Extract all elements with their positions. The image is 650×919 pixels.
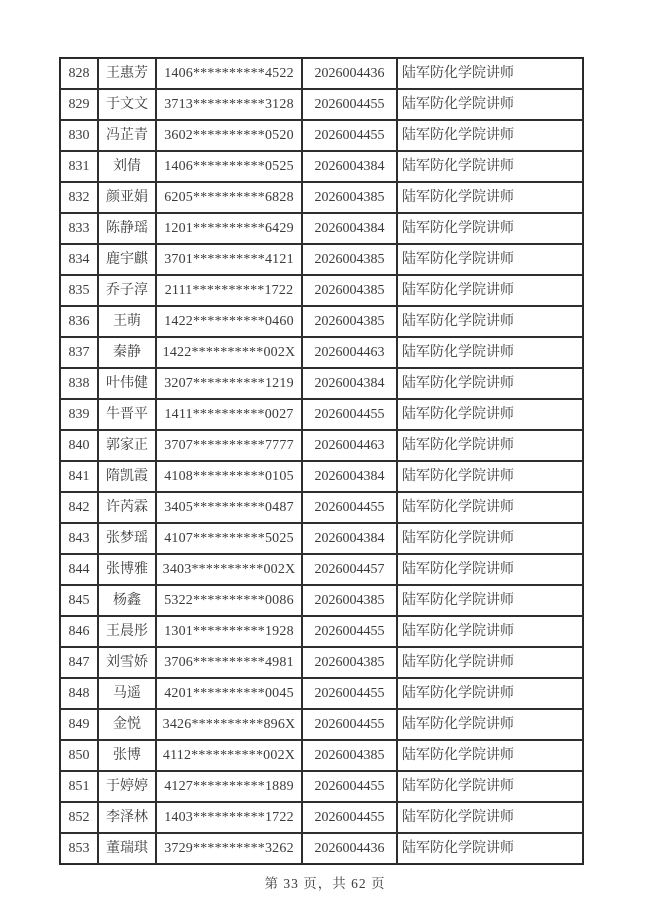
name-cell: 秦静 — [98, 337, 156, 368]
personnel-table — [59, 57, 584, 865]
table-row — [60, 833, 583, 864]
row-number-cell: 836 — [60, 306, 98, 337]
table-row — [60, 58, 583, 89]
code-cell: 2026004385 — [302, 740, 397, 771]
name-cell: 隋凯霞 — [98, 461, 156, 492]
name-cell: 王晨彤 — [98, 616, 156, 647]
position-cell: 陆军防化学院讲师 — [397, 120, 583, 151]
row-number-cell: 838 — [60, 368, 98, 399]
position-cell: 陆军防化学院讲师 — [397, 585, 583, 616]
row-number-cell: 837 — [60, 337, 98, 368]
masked-id-cell: 3713**********3128 — [156, 89, 302, 120]
code-cell: 2026004436 — [302, 833, 397, 864]
row-number-cell: 845 — [60, 585, 98, 616]
masked-id-cell: 3729**********3262 — [156, 833, 302, 864]
masked-id-cell: 4201**********0045 — [156, 678, 302, 709]
table-row — [60, 585, 583, 616]
table-row — [60, 213, 583, 244]
position-cell: 陆军防化学院讲师 — [397, 461, 583, 492]
row-number-cell: 853 — [60, 833, 98, 864]
code-cell: 2026004455 — [302, 399, 397, 430]
table-row — [60, 492, 583, 523]
code-cell: 2026004455 — [302, 120, 397, 151]
row-number-cell: 849 — [60, 709, 98, 740]
row-number-cell: 835 — [60, 275, 98, 306]
position-cell: 陆军防化学院讲师 — [397, 182, 583, 213]
row-number-cell: 848 — [60, 678, 98, 709]
row-number-cell: 834 — [60, 244, 98, 275]
masked-id-cell: 3426**********896X — [156, 709, 302, 740]
row-number-cell: 847 — [60, 647, 98, 678]
name-cell: 许芮霖 — [98, 492, 156, 523]
name-cell: 乔子淳 — [98, 275, 156, 306]
masked-id-cell: 3207**********1219 — [156, 368, 302, 399]
name-cell: 杨鑫 — [98, 585, 156, 616]
row-number-cell: 840 — [60, 430, 98, 461]
position-cell: 陆军防化学院讲师 — [397, 554, 583, 585]
masked-id-cell: 5322**********0086 — [156, 585, 302, 616]
table-body — [60, 58, 583, 864]
position-cell: 陆军防化学院讲师 — [397, 430, 583, 461]
row-number-cell: 846 — [60, 616, 98, 647]
position-cell: 陆军防化学院讲师 — [397, 802, 583, 833]
table-row — [60, 740, 583, 771]
table-row — [60, 120, 583, 151]
row-number-cell: 830 — [60, 120, 98, 151]
position-cell: 陆军防化学院讲师 — [397, 89, 583, 120]
masked-id-cell: 1301**********1928 — [156, 616, 302, 647]
code-cell: 2026004385 — [302, 275, 397, 306]
name-cell: 张梦瑶 — [98, 523, 156, 554]
row-number-cell: 839 — [60, 399, 98, 430]
table-row — [60, 709, 583, 740]
masked-id-cell: 1201**********6429 — [156, 213, 302, 244]
code-cell: 2026004455 — [302, 492, 397, 523]
name-cell: 冯芷青 — [98, 120, 156, 151]
table-row — [60, 771, 583, 802]
masked-id-cell: 1411**********0027 — [156, 399, 302, 430]
table-row — [60, 678, 583, 709]
code-cell: 2026004463 — [302, 337, 397, 368]
masked-id-cell: 3701**********4121 — [156, 244, 302, 275]
code-cell: 2026004455 — [302, 89, 397, 120]
position-cell: 陆军防化学院讲师 — [397, 275, 583, 306]
table-row — [60, 430, 583, 461]
row-number-cell: 852 — [60, 802, 98, 833]
position-cell: 陆军防化学院讲师 — [397, 492, 583, 523]
masked-id-cell: 4112**********002X — [156, 740, 302, 771]
table-row — [60, 461, 583, 492]
position-cell: 陆军防化学院讲师 — [397, 678, 583, 709]
table-row — [60, 306, 583, 337]
row-number-cell: 833 — [60, 213, 98, 244]
code-cell: 2026004457 — [302, 554, 397, 585]
masked-id-cell: 6205**********6828 — [156, 182, 302, 213]
code-cell: 2026004455 — [302, 678, 397, 709]
row-number-cell: 842 — [60, 492, 98, 523]
row-number-cell: 850 — [60, 740, 98, 771]
position-cell: 陆军防化学院讲师 — [397, 337, 583, 368]
table-row — [60, 182, 583, 213]
position-cell: 陆军防化学院讲师 — [397, 151, 583, 182]
row-number-cell: 832 — [60, 182, 98, 213]
code-cell: 2026004384 — [302, 151, 397, 182]
position-cell: 陆军防化学院讲师 — [397, 368, 583, 399]
code-cell: 2026004436 — [302, 58, 397, 89]
table-row — [60, 89, 583, 120]
row-number-cell: 828 — [60, 58, 98, 89]
masked-id-cell: 3707**********7777 — [156, 430, 302, 461]
position-cell: 陆军防化学院讲师 — [397, 616, 583, 647]
table-row — [60, 554, 583, 585]
position-cell: 陆军防化学院讲师 — [397, 771, 583, 802]
table-row — [60, 368, 583, 399]
masked-id-cell: 1422**********0460 — [156, 306, 302, 337]
code-cell: 2026004455 — [302, 709, 397, 740]
code-cell: 2026004384 — [302, 523, 397, 554]
name-cell: 刘倩 — [98, 151, 156, 182]
code-cell: 2026004455 — [302, 771, 397, 802]
name-cell: 金悦 — [98, 709, 156, 740]
name-cell: 刘雪娇 — [98, 647, 156, 678]
row-number-cell: 829 — [60, 89, 98, 120]
masked-id-cell: 3602**********0520 — [156, 120, 302, 151]
table-row — [60, 802, 583, 833]
masked-id-cell: 3706**********4981 — [156, 647, 302, 678]
code-cell: 2026004385 — [302, 647, 397, 678]
code-cell: 2026004384 — [302, 461, 397, 492]
code-cell: 2026004385 — [302, 306, 397, 337]
table-row — [60, 616, 583, 647]
masked-id-cell: 3403**********002X — [156, 554, 302, 585]
name-cell: 王萌 — [98, 306, 156, 337]
row-number-cell: 844 — [60, 554, 98, 585]
position-cell: 陆军防化学院讲师 — [397, 399, 583, 430]
table-row — [60, 244, 583, 275]
name-cell: 鹿宇麒 — [98, 244, 156, 275]
table-row — [60, 647, 583, 678]
table-row — [60, 337, 583, 368]
masked-id-cell: 4127**********1889 — [156, 771, 302, 802]
code-cell: 2026004463 — [302, 430, 397, 461]
row-number-cell: 843 — [60, 523, 98, 554]
name-cell: 叶伟健 — [98, 368, 156, 399]
masked-id-cell: 1406**********4522 — [156, 58, 302, 89]
code-cell: 2026004384 — [302, 368, 397, 399]
position-cell: 陆军防化学院讲师 — [397, 523, 583, 554]
position-cell: 陆军防化学院讲师 — [397, 740, 583, 771]
masked-id-cell: 1406**********0525 — [156, 151, 302, 182]
masked-id-cell: 4107**********5025 — [156, 523, 302, 554]
code-cell: 2026004384 — [302, 213, 397, 244]
masked-id-cell: 3405**********0487 — [156, 492, 302, 523]
table-row — [60, 399, 583, 430]
code-cell: 2026004455 — [302, 616, 397, 647]
name-cell: 陈静瑶 — [98, 213, 156, 244]
masked-id-cell: 1422**********002X — [156, 337, 302, 368]
code-cell: 2026004385 — [302, 585, 397, 616]
name-cell: 王惠芳 — [98, 58, 156, 89]
position-cell: 陆军防化学院讲师 — [397, 58, 583, 89]
table-row — [60, 151, 583, 182]
name-cell: 牛晋平 — [98, 399, 156, 430]
name-cell: 于婷婷 — [98, 771, 156, 802]
code-cell: 2026004455 — [302, 802, 397, 833]
masked-id-cell: 1403**********1722 — [156, 802, 302, 833]
position-cell: 陆军防化学院讲师 — [397, 244, 583, 275]
name-cell: 于文文 — [98, 89, 156, 120]
name-cell: 董瑞琪 — [98, 833, 156, 864]
row-number-cell: 851 — [60, 771, 98, 802]
name-cell: 张博雅 — [98, 554, 156, 585]
position-cell: 陆军防化学院讲师 — [397, 833, 583, 864]
name-cell: 马遥 — [98, 678, 156, 709]
masked-id-cell: 2111**********1722 — [156, 275, 302, 306]
masked-id-cell: 4108**********0105 — [156, 461, 302, 492]
page-number-footer: 第 33 页，共 62 页 — [264, 876, 386, 891]
position-cell: 陆军防化学院讲师 — [397, 306, 583, 337]
table-row — [60, 523, 583, 554]
name-cell: 颜亚娟 — [98, 182, 156, 213]
name-cell: 李泽林 — [98, 802, 156, 833]
name-cell: 张博 — [98, 740, 156, 771]
name-cell: 郭家正 — [98, 430, 156, 461]
row-number-cell: 841 — [60, 461, 98, 492]
position-cell: 陆军防化学院讲师 — [397, 213, 583, 244]
position-cell: 陆军防化学院讲师 — [397, 647, 583, 678]
table-row — [60, 275, 583, 306]
code-cell: 2026004385 — [302, 182, 397, 213]
code-cell: 2026004385 — [302, 244, 397, 275]
position-cell: 陆军防化学院讲师 — [397, 709, 583, 740]
row-number-cell: 831 — [60, 151, 98, 182]
